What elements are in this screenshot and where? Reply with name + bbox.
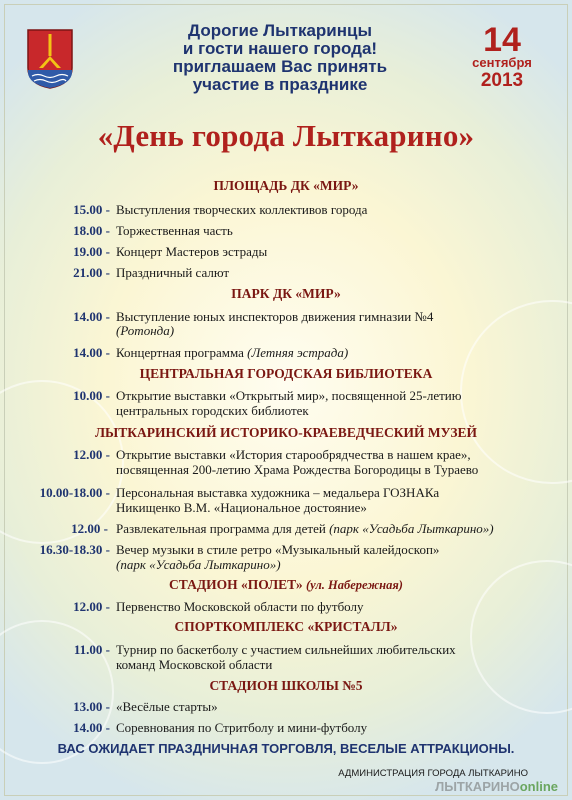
date-block [456, 22, 548, 91]
event-location-note: (парк «Усадьба Лыткарино») [329, 521, 494, 536]
event-time: 14.00 - [73, 345, 110, 360]
event-time: 19.00 - [73, 244, 110, 259]
event-description: Праздничный салют [116, 265, 230, 280]
section-title-text: ЛЫТКАРИНСКИЙ ИСТОРИКО-КРАЕВЕДЧЕСКИЙ МУЗЕЙ [94, 425, 478, 440]
event-description: Выступления творческих коллективов города [116, 202, 368, 217]
event-description: посвященная 200-летию Храма Рождества Богородицы в Тураево [116, 462, 479, 477]
section-title-text: ПЛОЩАДЬ ДК «МИР» [213, 178, 359, 193]
event-time: 12.00 - [71, 521, 108, 536]
section-title [0, 366, 572, 382]
section-title-text: СТАДИОН «ПОЛЕТ» [169, 577, 303, 592]
section-subtitle: (ул. Набережная) [305, 578, 403, 592]
section-title [0, 619, 572, 635]
watermark [435, 779, 558, 794]
event-description: Концерт Мастеров эстрады [116, 244, 268, 259]
watermark-suffix: online [519, 779, 558, 794]
event-description: Выступление юных инспекторов движения гимназии №4 [116, 309, 434, 324]
event-title: «День города Лыткарино» [97, 118, 475, 153]
event-description: «Весёлые старты» [116, 699, 218, 714]
event-time: 14.00 - [73, 720, 110, 735]
section-title-text: ЦЕНТРАЛЬНАЯ ГОРОДСКАЯ БИБЛИОТЕКА [139, 366, 433, 381]
greeting-line: Дорогие Лыткаринцы [188, 21, 372, 40]
event-time: 10.00 - [73, 388, 110, 403]
section-title [0, 678, 572, 694]
section-title-text: СТАДИОН ШКОЛЫ №5 [209, 678, 363, 693]
administration-signature: АДМИНИСТРАЦИЯ ГОРОДА ЛЫТКАРИНО [338, 768, 528, 779]
event-description: Турнир по баскетболу с участием сильнейших любительских [116, 642, 456, 657]
event-time: 16.30-18.30 - [39, 542, 110, 557]
event-time: 10.00-18.00 - [39, 485, 110, 500]
event-location-note: (Ротонда) [116, 323, 175, 338]
event-description: Вечер музыки в стиле ретро «Музыкальный калейдоскоп» [116, 542, 440, 557]
event-description: Торжественная часть [116, 223, 233, 238]
decor-swirl [0, 380, 124, 544]
event-description: Открытие выставки «История старообрядчества в нашем крае», [116, 447, 471, 462]
event-time: 11.00 - [73, 642, 110, 657]
event-time: 12.00 - [73, 599, 110, 614]
event-time: 13.00 - [73, 699, 110, 714]
greeting-line: и гости нашего города! [182, 39, 378, 58]
decor-swirl [460, 300, 572, 484]
date-day: 14 [483, 21, 521, 59]
event-description: команд Московской области [116, 657, 273, 672]
event-time: 14.00 - [73, 309, 110, 324]
watermark-main: ЛЫТКАРИНО [435, 779, 520, 794]
footer-note: ВАС ОЖИДАЕТ ПРАЗДНИЧНАЯ ТОРГОВЛЯ, ВЕСЕЛЫЕ АТТРАКЦИОНЫ. [57, 741, 515, 756]
event-time: 21.00 - [73, 265, 110, 280]
section-title [0, 577, 572, 593]
event-time: 18.00 - [73, 223, 110, 238]
event-time: 12.00 - [73, 447, 110, 462]
event-description: Открытие выставки «Открытый мир», посвященной 25-летию [116, 388, 462, 403]
event-description: Развлекательная программа для детей [116, 521, 326, 536]
date-year: 2013 [480, 70, 524, 91]
event-description: Соревнования по Стритболу и мини-футболу [116, 720, 368, 735]
section-title [0, 286, 572, 302]
greeting-line: участие в празднике [192, 75, 368, 94]
event-description: Первенство Московской области по футболу [116, 599, 364, 614]
event-description: центральных городских библиотек [116, 403, 309, 418]
section-title-text: ПАРК ДК «МИР» [231, 286, 341, 301]
section-title-text: СПОРТКОМПЛЕКС «КРИСТАЛЛ» [174, 619, 398, 634]
date-month: сентября [472, 55, 532, 70]
coat-of-arms-icon [26, 28, 74, 90]
event-description: Персональная выставка художника – медальера ГОЗНАКа [116, 485, 440, 500]
event-description: Никищенко В.М. «Национальное достояние» [116, 500, 367, 515]
greeting [130, 22, 430, 94]
section-title [0, 178, 572, 194]
event-description: Концертная программа [116, 345, 244, 360]
greeting-line: приглашаем Вас принять [172, 57, 388, 76]
event-location-note: (парк «Усадьба Лыткарино») [116, 557, 281, 572]
event-time: 15.00 - [73, 202, 110, 217]
section-title [0, 425, 572, 441]
event-location-note: (Летняя эстрада) [247, 345, 349, 360]
